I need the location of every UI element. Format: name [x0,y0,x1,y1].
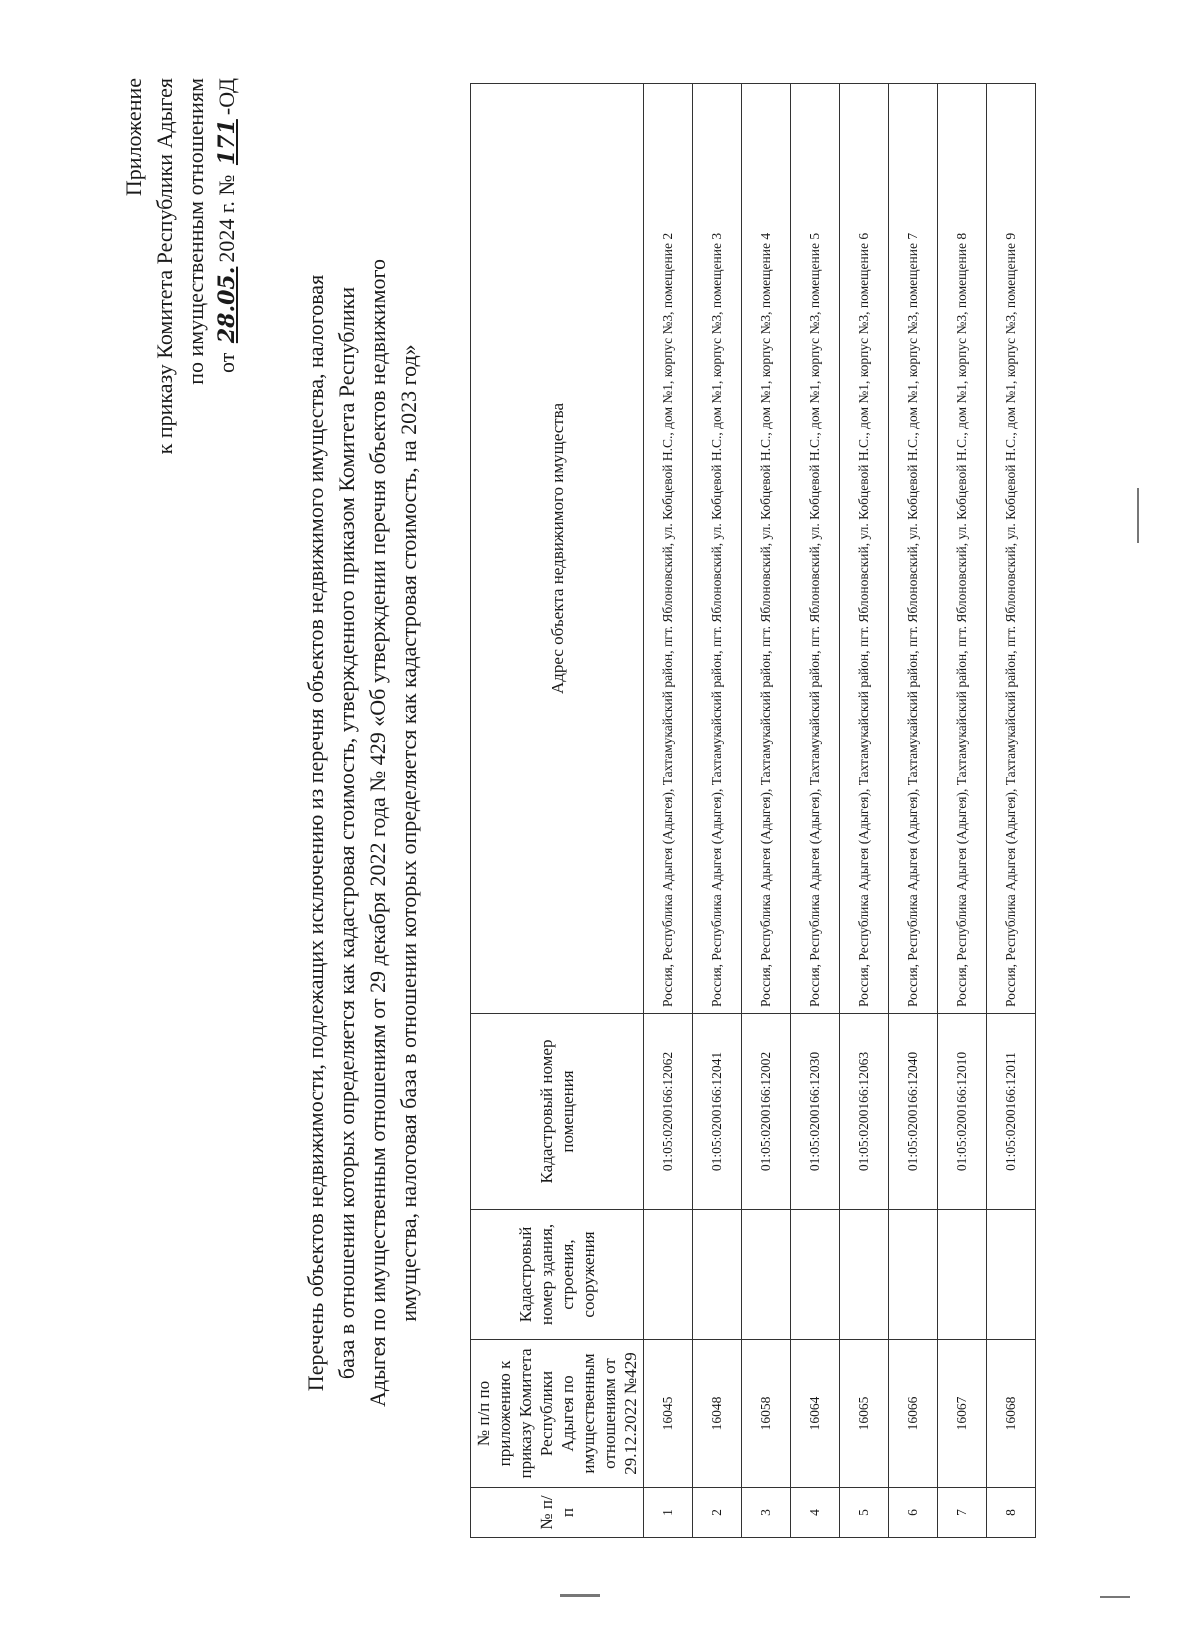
header-number: № п/п [471,1488,644,1538]
cell-number: 7 [938,1488,987,1538]
cell-old-number: 16066 [889,1340,938,1488]
table-row [644,84,693,1538]
cell-premises-cadastral: 01:05:0200166:12063 [840,1014,889,1210]
document-title [300,188,424,1478]
handwritten-date: 28.05. [214,266,240,344]
title-line-3: Адыгея по имущественным отношениям от 29 декабря 2022 года № 429 «Об утверждении перечня объектов недвижимого [365,258,390,1408]
title-line-1: Перечень объектов недвижимости, подлежащих исключению из перечня объектов недвижимого имущества, налоговая [303,274,328,1392]
table-header-row [471,84,644,1538]
appendix-from: от [214,352,239,373]
handwritten-order-number: 171 [214,119,240,166]
appendix-order-ref: к приказу Комитета Республики Адыгея [152,78,177,455]
cell-premises-cadastral: 01:05:0200166:12062 [644,1014,693,1210]
cell-number: 1 [644,1488,693,1538]
cell-old-number: 16058 [742,1340,791,1488]
title-line-2: база в отношении которых определяется как кадастровая стоимость, утвержденного приказом Комитета Республики [334,286,359,1380]
cell-address: Россия, Республика Адыгея (Адыгея), Тахтамукайский район, пгт. Яблоновский, ул. Кобцевой Н.С., дом №1, корпус №3, помещение 4 [742,84,791,1014]
table-row [840,84,889,1538]
property-table-wrapper [470,83,1036,1538]
table-row [791,84,840,1538]
cell-old-number: 16067 [938,1340,987,1488]
appendix-date-line [211,78,243,638]
cell-address: Россия, Республика Адыгея (Адыгея), Тахтамукайский район, пгт. Яблоновский, ул. Кобцевой Н.С., дом №1, корпус №3, помещение 5 [791,84,840,1014]
cell-address: Россия, Республика Адыгея (Адыгея), Тахтамукайский район, пгт. Яблоновский, ул. Кобцевой Н.С., дом №1, корпус №3, помещение 2 [644,84,693,1014]
cell-premises-cadastral: 01:05:0200166:12011 [987,1014,1036,1210]
cell-building-cadastral [742,1210,791,1340]
appendix-year: 2024 г. № [214,174,239,263]
cell-premises-cadastral: 01:05:0200166:12041 [693,1014,742,1210]
cell-old-number: 16045 [644,1340,693,1488]
cell-address: Россия, Республика Адыгея (Адыгея), Тахтамукайский район, пгт. Яблоновский, ул. Кобцевой Н.С., дом №1, корпус №3, помещение 7 [889,84,938,1014]
cell-old-number: 16048 [693,1340,742,1488]
appendix-title: Приложение [121,78,146,197]
header-premises-cadastral: Кадастровый номер помещения [471,1014,644,1210]
cell-building-cadastral [987,1210,1036,1340]
appendix-suffix: -ОД [214,78,239,116]
cell-number: 6 [889,1488,938,1538]
cell-number: 8 [987,1488,1036,1538]
cell-number: 3 [742,1488,791,1538]
table-row [938,84,987,1538]
table-row [987,84,1036,1538]
header-building-cadastral: Кадастровый номер здания, строения, сооружения [471,1210,644,1340]
header-address: Адрес объекта недвижимого имущества [471,84,644,1014]
header-old-number: № п/п по приложению к приказу Комитета Республики Адыгея по имущественным отношениям от 29.12.2022 №429 [471,1340,644,1488]
cell-number: 5 [840,1488,889,1538]
table-row [889,84,938,1538]
table-row [742,84,791,1538]
cell-premises-cadastral: 01:05:0200166:12002 [742,1014,791,1210]
cell-old-number: 16064 [791,1340,840,1488]
property-table [470,83,1036,1538]
cell-address: Россия, Республика Адыгея (Адыгея), Тахтамукайский район, пгт. Яблоновский, ул. Кобцевой Н.С., дом №1, корпус №3, помещение 9 [987,84,1036,1014]
cell-address: Россия, Республика Адыгея (Адыгея), Тахтамукайский район, пгт. Яблоновский, ул. Кобцевой Н.С., дом №1, корпус №3, помещение 3 [693,84,742,1014]
cell-building-cadastral [840,1210,889,1340]
cell-old-number: 16068 [987,1340,1036,1488]
cell-number: 2 [693,1488,742,1538]
cell-premises-cadastral: 01:05:0200166:12010 [938,1014,987,1210]
cell-building-cadastral [938,1210,987,1340]
appendix-header [118,78,243,638]
cell-address: Россия, Республика Адыгея (Адыгея), Тахтамукайский район, пгт. Яблоновский, ул. Кобцевой Н.С., дом №1, корпус №3, помещение 6 [840,84,889,1014]
appendix-committee: по имущественным отношениям [183,78,208,385]
cell-premises-cadastral: 01:05:0200166:12030 [791,1014,840,1210]
cell-building-cadastral [889,1210,938,1340]
table-row [693,84,742,1538]
cell-address: Россия, Республика Адыгея (Адыгея), Тахтамукайский район, пгт. Яблоновский, ул. Кобцевой Н.С., дом №1, корпус №3, помещение 8 [938,84,987,1014]
cell-building-cadastral [693,1210,742,1340]
cell-old-number: 16065 [840,1340,889,1488]
cell-building-cadastral [644,1210,693,1340]
cell-building-cadastral [791,1210,840,1340]
cell-premises-cadastral: 01:05:0200166:12040 [889,1014,938,1210]
cell-number: 4 [791,1488,840,1538]
title-line-4: имущества, налоговая база в отношении которых определяется как кадастровая стоимость, на 2023 год» [396,344,421,1322]
